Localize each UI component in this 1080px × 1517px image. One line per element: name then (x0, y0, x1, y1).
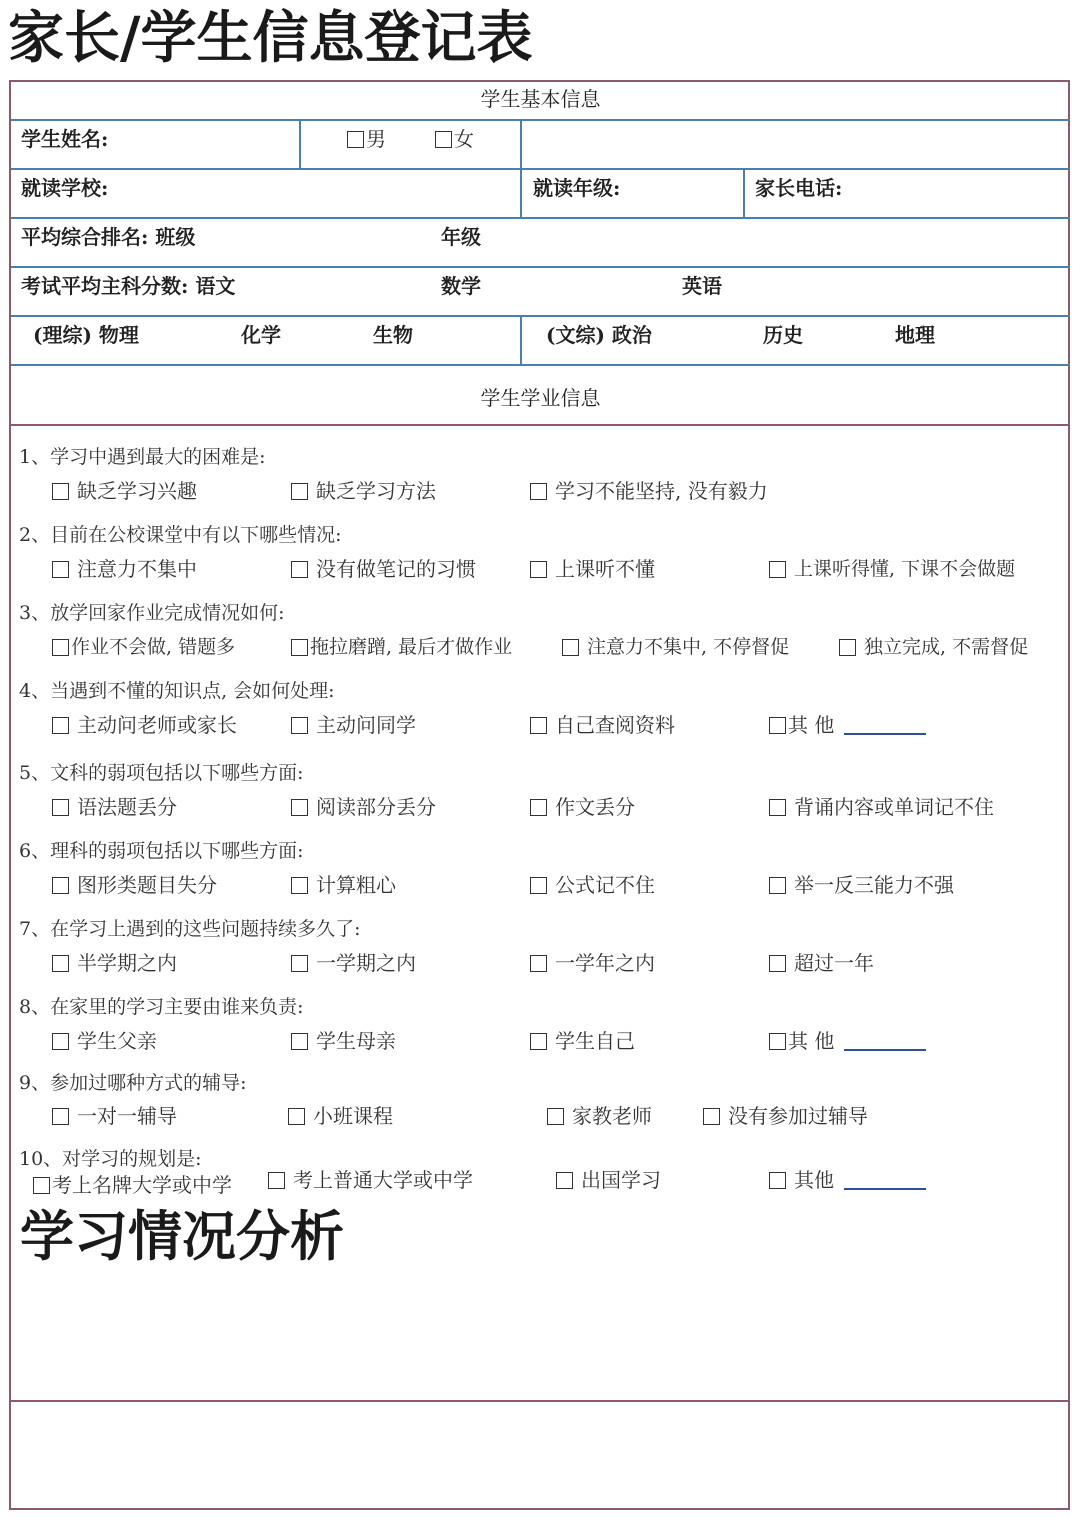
checkbox-icon[interactable] (769, 1172, 786, 1189)
option[interactable] (52, 556, 197, 582)
checkbox-icon[interactable] (52, 717, 69, 734)
option-other[interactable] (769, 1028, 926, 1054)
english-label: 英语 (682, 274, 722, 298)
option[interactable] (291, 478, 436, 504)
option[interactable] (556, 1167, 661, 1193)
option-label: 没有做笔记的习惯 (316, 557, 476, 581)
checkbox-icon[interactable] (530, 1033, 547, 1050)
row-divider (11, 364, 1070, 366)
option-other[interactable] (769, 712, 926, 738)
grade-label: 就读年级: (533, 176, 621, 200)
option-label: 考上普通大学或中学 (293, 1168, 473, 1192)
option[interactable] (33, 1172, 232, 1198)
row-divider (11, 119, 1070, 121)
option-label: 缺乏学习兴趣 (77, 479, 197, 503)
option[interactable] (52, 950, 177, 976)
checkbox-icon[interactable] (291, 639, 308, 656)
checkbox-icon[interactable] (52, 1108, 69, 1125)
option[interactable] (769, 950, 874, 976)
option-label: 上课听得懂, 下课不会做题 (794, 558, 1016, 580)
question-8: 8、在家里的学习主要由谁来负责: (19, 996, 304, 1018)
checkbox-icon[interactable] (268, 1172, 285, 1189)
option[interactable] (291, 712, 416, 738)
option[interactable] (530, 556, 655, 582)
option-label: 独立完成, 不需督促 (864, 636, 1029, 658)
option[interactable] (291, 950, 416, 976)
checkbox-icon[interactable] (703, 1108, 720, 1125)
option[interactable] (52, 1103, 177, 1129)
question-9: 9、参加过哪种方式的辅导: (19, 1072, 247, 1094)
checkbox-icon[interactable] (52, 799, 69, 816)
checkbox-icon[interactable] (769, 877, 786, 894)
checkbox-icon[interactable] (33, 1177, 50, 1194)
checkbox-icon[interactable] (52, 639, 69, 656)
question-3: 3、放学回家作业完成情况如何: (19, 602, 285, 624)
option[interactable] (703, 1103, 868, 1129)
chemistry-label: 化学 (241, 323, 281, 347)
option-label: 男 (366, 127, 386, 151)
row-divider (11, 266, 1070, 268)
option[interactable] (52, 794, 177, 820)
option[interactable] (52, 872, 217, 898)
option-label: 一对一辅导 (77, 1104, 177, 1128)
checkbox-icon[interactable] (530, 955, 547, 972)
history-label: 历史 (763, 323, 803, 347)
checkbox-icon[interactable] (291, 1033, 308, 1050)
school-label: 就读学校: (21, 176, 109, 200)
student-name-label: 学生姓名: (21, 127, 109, 151)
math-label: 数学 (441, 274, 481, 298)
option[interactable] (52, 1028, 157, 1054)
option-label: 学生自己 (555, 1029, 635, 1053)
row-divider (11, 315, 1070, 317)
row-divider (11, 217, 1070, 219)
fill-in-blank[interactable] (844, 1170, 926, 1190)
checkbox-icon[interactable] (52, 877, 69, 894)
checkbox-icon[interactable] (769, 1033, 786, 1050)
checkbox-icon[interactable] (291, 483, 308, 500)
checkbox-icon[interactable] (839, 639, 856, 656)
section-divider (11, 1400, 1070, 1402)
section-header-academic: 学生学业信息 (480, 386, 601, 410)
score-label: 考试平均主科分数: 语文 (21, 274, 236, 298)
option[interactable] (268, 1167, 473, 1193)
checkbox-icon[interactable] (769, 561, 786, 578)
option[interactable] (291, 556, 476, 582)
option-label: 一学年之内 (555, 951, 655, 975)
option-label: 上课听不懂 (555, 557, 655, 581)
gender-female-option[interactable] (435, 126, 474, 152)
option-label: 图形类题目失分 (77, 873, 217, 897)
option[interactable] (52, 634, 235, 660)
checkbox-icon[interactable] (291, 717, 308, 734)
arts-label: (文综) 政治 (546, 323, 652, 347)
option-label: 自己查阅资料 (555, 713, 675, 737)
fill-in-blank[interactable] (844, 715, 926, 735)
option[interactable] (530, 1028, 635, 1054)
checkbox-icon[interactable] (530, 561, 547, 578)
option-label: 拖拉磨蹭, 最后才做作业 (310, 636, 513, 658)
science-label: (理综) 物理 (33, 323, 139, 347)
checkbox-icon[interactable] (52, 483, 69, 500)
col-divider (743, 169, 745, 217)
option-label: 学习不能坚持, 没有毅力 (555, 479, 768, 503)
checkbox-icon[interactable] (530, 799, 547, 816)
option-label: 其他 (794, 1168, 834, 1192)
question-1: 1、学习中遇到最大的困难是: (19, 446, 266, 468)
option-label: 背诵内容或单词记不住 (794, 795, 994, 819)
question-10: 10、对学习的规划是: (19, 1148, 202, 1170)
option[interactable] (769, 556, 1015, 582)
checkbox-icon[interactable] (52, 955, 69, 972)
option[interactable] (839, 634, 1028, 660)
option-label: 其 他 (788, 713, 835, 737)
section-divider (11, 424, 1070, 426)
option-label: 公式记不住 (555, 873, 655, 897)
option-other[interactable] (769, 1167, 926, 1193)
geography-label: 地理 (895, 323, 935, 347)
checkbox-icon[interactable] (769, 955, 786, 972)
option[interactable] (530, 950, 655, 976)
option[interactable] (52, 478, 197, 504)
checkbox-icon[interactable] (291, 561, 308, 578)
option-label: 阅读部分丢分 (316, 795, 436, 819)
option-label: 学生母亲 (316, 1029, 396, 1053)
checkbox-icon[interactable] (347, 131, 364, 148)
option[interactable] (562, 634, 789, 660)
option-label: 计算粗心 (316, 873, 396, 897)
option[interactable] (291, 634, 512, 660)
checkbox-icon[interactable] (291, 955, 308, 972)
checkbox-icon[interactable] (530, 877, 547, 894)
option[interactable] (288, 1103, 393, 1129)
option-label: 小班课程 (313, 1104, 393, 1128)
checkbox-icon[interactable] (530, 717, 547, 734)
question-2: 2、目前在公校课堂中有以下哪些情况: (19, 524, 342, 546)
option-label: 注意力不集中, 不停督促 (587, 636, 790, 658)
checkbox-icon[interactable] (291, 877, 308, 894)
option-label: 没有参加过辅导 (728, 1104, 868, 1128)
option[interactable] (530, 712, 675, 738)
fill-in-blank[interactable] (844, 1031, 926, 1051)
checkbox-icon[interactable] (52, 561, 69, 578)
col-divider (520, 316, 522, 364)
page-title: 家长/学生信息登记表 (8, 6, 533, 71)
checkbox-icon[interactable] (769, 799, 786, 816)
checkbox-icon[interactable] (288, 1108, 305, 1125)
option-label: 缺乏学习方法 (316, 479, 436, 503)
checkbox-icon[interactable] (547, 1108, 564, 1125)
biology-label: 生物 (373, 323, 413, 347)
option[interactable] (52, 712, 237, 738)
rank-grade-label: 年级 (441, 225, 481, 249)
option[interactable] (291, 794, 436, 820)
option[interactable] (530, 794, 635, 820)
option-label: 家教老师 (572, 1104, 652, 1128)
checkbox-icon[interactable] (291, 799, 308, 816)
option-label: 考上名牌大学或中学 (52, 1173, 232, 1197)
option-label: 举一反三能力不强 (794, 873, 954, 897)
option-label: 超过一年 (794, 951, 874, 975)
option-label: 主动问同学 (316, 713, 416, 737)
option-label: 作业不会做, 错题多 (71, 636, 236, 658)
option-label: 出国学习 (581, 1168, 661, 1192)
option-label: 一学期之内 (316, 951, 416, 975)
checkbox-icon[interactable] (52, 1033, 69, 1050)
rank-label: 平均综合排名: 班级 (21, 225, 196, 249)
option-label: 作文丢分 (555, 795, 635, 819)
checkbox-icon[interactable] (530, 483, 547, 500)
gender-male-option[interactable] (347, 126, 386, 152)
option[interactable] (530, 478, 768, 504)
checkbox-icon[interactable] (562, 639, 579, 656)
option-label: 语法题丢分 (77, 795, 177, 819)
section-header-basic: 学生基本信息 (480, 87, 601, 111)
col-divider (299, 120, 301, 168)
option-label: 女 (454, 127, 474, 151)
option-label: 半学期之内 (77, 951, 177, 975)
option-label: 学生父亲 (77, 1029, 157, 1053)
col-divider (520, 120, 522, 217)
checkbox-icon[interactable] (556, 1172, 573, 1189)
option[interactable] (769, 872, 954, 898)
parent-phone-label: 家长电话: (755, 176, 843, 200)
option[interactable] (291, 872, 396, 898)
option-label: 主动问老师或家长 (77, 713, 237, 737)
option-label: 其 他 (788, 1029, 835, 1053)
option-label: 注意力不集中 (77, 557, 197, 581)
row-divider (11, 168, 1070, 170)
option[interactable] (530, 872, 655, 898)
question-6: 6、理科的弱项包括以下哪些方面: (19, 840, 304, 862)
option[interactable] (769, 794, 994, 820)
option[interactable] (291, 1028, 396, 1054)
checkbox-icon[interactable] (435, 131, 452, 148)
checkbox-icon[interactable] (769, 717, 786, 734)
question-7: 7、在学习上遇到的这些问题持续多久了: (19, 918, 361, 940)
question-5: 5、文科的弱项包括以下哪些方面: (19, 762, 304, 784)
question-4: 4、当遇到不懂的知识点, 会如何处理: (19, 680, 335, 702)
option[interactable] (547, 1103, 652, 1129)
analysis-title: 学习情况分析 (20, 1205, 344, 1268)
